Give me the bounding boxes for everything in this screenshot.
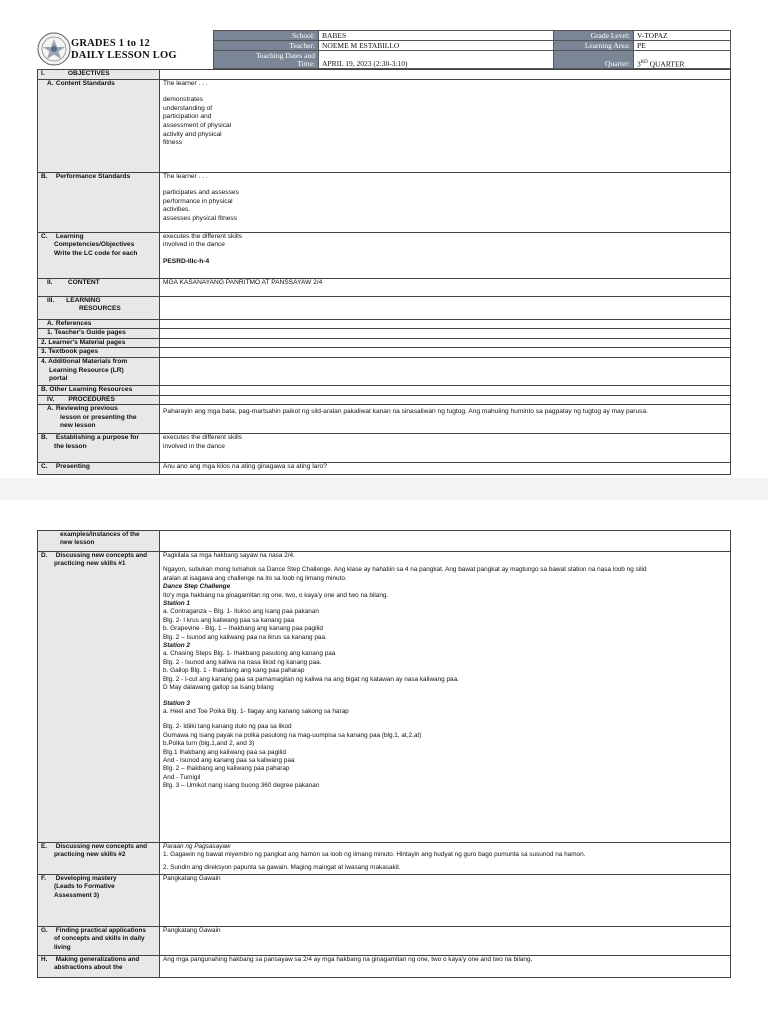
table-row — [38, 278, 731, 296]
content-value: MGA KASANAYANG PANRITMO AT PANSSAYAW 2/4 — [160, 278, 731, 296]
school-label: School: — [214, 31, 319, 41]
learners-material-label: 2. Learner's Material pages — [38, 338, 160, 348]
table-row — [38, 348, 731, 358]
objectives-label: I. OBJECTIVES — [38, 70, 160, 80]
table-row — [38, 434, 731, 463]
brand-title: GRADES 1 to 12 DAILY LESSON LOG — [71, 38, 177, 61]
deped-seal-icon — [37, 32, 71, 66]
area-label: Learning Area: — [554, 41, 634, 51]
table-row — [38, 385, 731, 395]
competencies-value: executes the different skills involved in the dance PESRD-IIIc-h-4 — [160, 232, 731, 278]
page-one — [0, 0, 768, 500]
resources-label: III. LEARNING RESOURCES — [38, 296, 160, 319]
school-value: BABES — [319, 31, 554, 41]
reviewing-value: Paharayin ang mga bata, pag-martsahin paikot ng sild-aralan pakaliwat kanan na sinasaliwan ng tugtog. Ang mahuling huminto sa pagpatay ng tugtog ay may parusa. — [160, 405, 731, 434]
table-row — [38, 338, 731, 348]
table-row — [38, 296, 731, 319]
generalizations-label: H. Making generalizations and abstractions about the — [38, 956, 160, 978]
discussing-two-label: E. Discussing new concepts and practicing new skills #2 — [38, 843, 160, 875]
content-standards-value: The learner . . . demonstrates understanding of participation and assessment of physical activity and physical fitness — [160, 79, 731, 172]
table-row — [38, 463, 731, 475]
discussing-one-label: D. Discussing new concepts and practicing new skills #1 — [38, 552, 160, 843]
table-row — [38, 329, 731, 339]
presenting-label: C. Presenting — [38, 463, 160, 475]
teacher-value: NOEME M ESTABILLO — [319, 41, 554, 51]
header-info-table — [213, 30, 731, 69]
teachers-guide-label: 1. Teacher's Guide pages — [38, 329, 160, 339]
generalizations-value: Ang mga pangunahing hakbang sa pansayaw sa 2/4 ay mga hakbang na ginagamitan ng one, two o kaya'y one and two na bilang. — [160, 956, 731, 978]
lesson-table-page1 — [37, 69, 731, 475]
applications-label: G. Finding practical applications of concepts and skills in daily living — [38, 927, 160, 956]
discussing-two-value: Paraan ng Pagsasayaw 1. Gagawin ng bawat miyembro ng pangkat ang hamon sa loob ng limang minuto. Hintayin ang hudyat ng guro bago pumunta sa susunod na hamon. 2. Sundin ang direksyon papunta sa gawain. Maging maingat at iwasang makasakit. — [160, 843, 731, 875]
grade-value: V-TOPAZ — [634, 31, 731, 41]
textbook-label: 3. Textbook pages — [38, 348, 160, 358]
quarter-value: 3RD QUARTER — [634, 51, 731, 69]
table-row — [38, 843, 731, 875]
mastery-label: F. Developing mastery (Leads to Formative Assessment 3) — [38, 875, 160, 927]
content-standards-label: A. Content Standards — [38, 79, 160, 172]
performance-standards-value: The learner . . . participates and assesses performance in physical activities. assesses physical fitness — [160, 172, 731, 232]
table-row — [38, 552, 731, 843]
teacher-label: Teacher: — [214, 41, 319, 51]
additional-materials-label: 4. Additional Materials from Learning Resource (LR) portal — [38, 357, 160, 385]
reviewing-label: A. Reviewing previous lesson or presenting the new lesson — [38, 405, 160, 434]
grade-label: Grade Level: — [554, 31, 634, 41]
table-row — [38, 927, 731, 956]
document-header — [37, 30, 731, 70]
other-resources-label: B. Other Learning Resources — [38, 385, 160, 395]
discussing-one-value: Pagkilala sa mga hakbang sayaw na nasa 2/4. Ngayon, subukan mong lumahok sa Dance Step Challenge. Ang klase ay hahatiin sa 4 na pangkat. Ang bawat pangkat ay magtungo sa bawat station na nasa loob ng silid aralan at isagawa ang challenge na ito sa loob ng limang minuto. Dance Step Challenge Ito'y mga hakbang na ginagamitan ng one, two, o kaya'y one and two na bilang. Station 1 a. Contraganza – Blg. 1- Ilukso ang isang paa pakanan Blg. 2- I krus ang kaliwang paa sa kanang paa b. Grapevine - Blg. 1 – Ihakbang ang kanang paa pagilid Blg. 2 – Isunod ang kaliwang paa na ikrus sa kanang paa. Station 2 a. Chasing Steps Blg. 1- Ihakbang pasulong ang kanang paa Blg. 2 - Isunod ang kaliwa na nasa likod ng kanang paa. b. Gallop Blg. 1 - Ihakbang ang kang paa paharap Blg. 2 - I-cut ang kanang paa sa pamamagitan ng kaliwa na ang bigat ng katawan ay nasa kaliwang paa. D May dalawang gallop sa isang bilang Station 3 a. Heel and Toe Polka Blg. 1- Ilagay ang kanang sakong sa harap Blg. 2- Idiiki tang kanang dulo ng paa sa likod Gumawa ng isang payak na polka pasulong na mag-uumpisa sa kanang paa (blg.1, at,2,at) b.Polka turn (blg.1,and 2, and 3) Blg.1 Ihakbang ang kaliwang paa sa pagilid And - Isunod ang kanang paa sa kaliwang paa Blg. 2 – Ihakbang ang kaliwang paa paharap And - Tumigil Blg. 3 – Umikot nang isang buong 360 degree pakanan — [160, 552, 731, 843]
table-row — [38, 531, 731, 552]
table-row — [38, 395, 731, 405]
table-row — [38, 70, 731, 80]
area-value: PE — [634, 41, 731, 51]
dates-label: Teaching Dates and Time: — [214, 51, 319, 69]
table-row — [38, 405, 731, 434]
presenting-value: Anu ano ang mga kilos na ating ginagawa sa ating laro? — [160, 463, 731, 475]
presenting-continued-label: examples/instances of the new lesson — [38, 531, 160, 552]
competencies-label: C. Learning Competencies/Objectives Write the LC code for each — [38, 232, 160, 278]
applications-value: Pangkatang Gawain — [160, 927, 731, 956]
purpose-value: executes the different skills involved in the dance — [160, 434, 731, 463]
table-row — [38, 357, 731, 385]
page-two — [0, 500, 768, 1024]
table-row — [38, 232, 731, 278]
procedures-label: IV. PROCEDURES — [38, 395, 160, 405]
lesson-table-page2 — [37, 530, 731, 978]
table-row — [38, 319, 731, 329]
content-label: II. CONTENT — [38, 278, 160, 296]
table-row — [38, 956, 731, 978]
table-row — [38, 875, 731, 927]
performance-standards-label: B. Performance Standards — [38, 172, 160, 232]
mastery-value: Pangkatang Gawain — [160, 875, 731, 927]
table-row — [38, 172, 731, 232]
table-row — [38, 79, 731, 172]
quarter-label: Quarter: — [554, 51, 634, 69]
references-label: A. References — [38, 319, 160, 329]
dates-value: APRIL 19, 2023 (2:30-3:10) — [319, 51, 554, 69]
purpose-label: B. Establishing a purpose for the lesson — [38, 434, 160, 463]
